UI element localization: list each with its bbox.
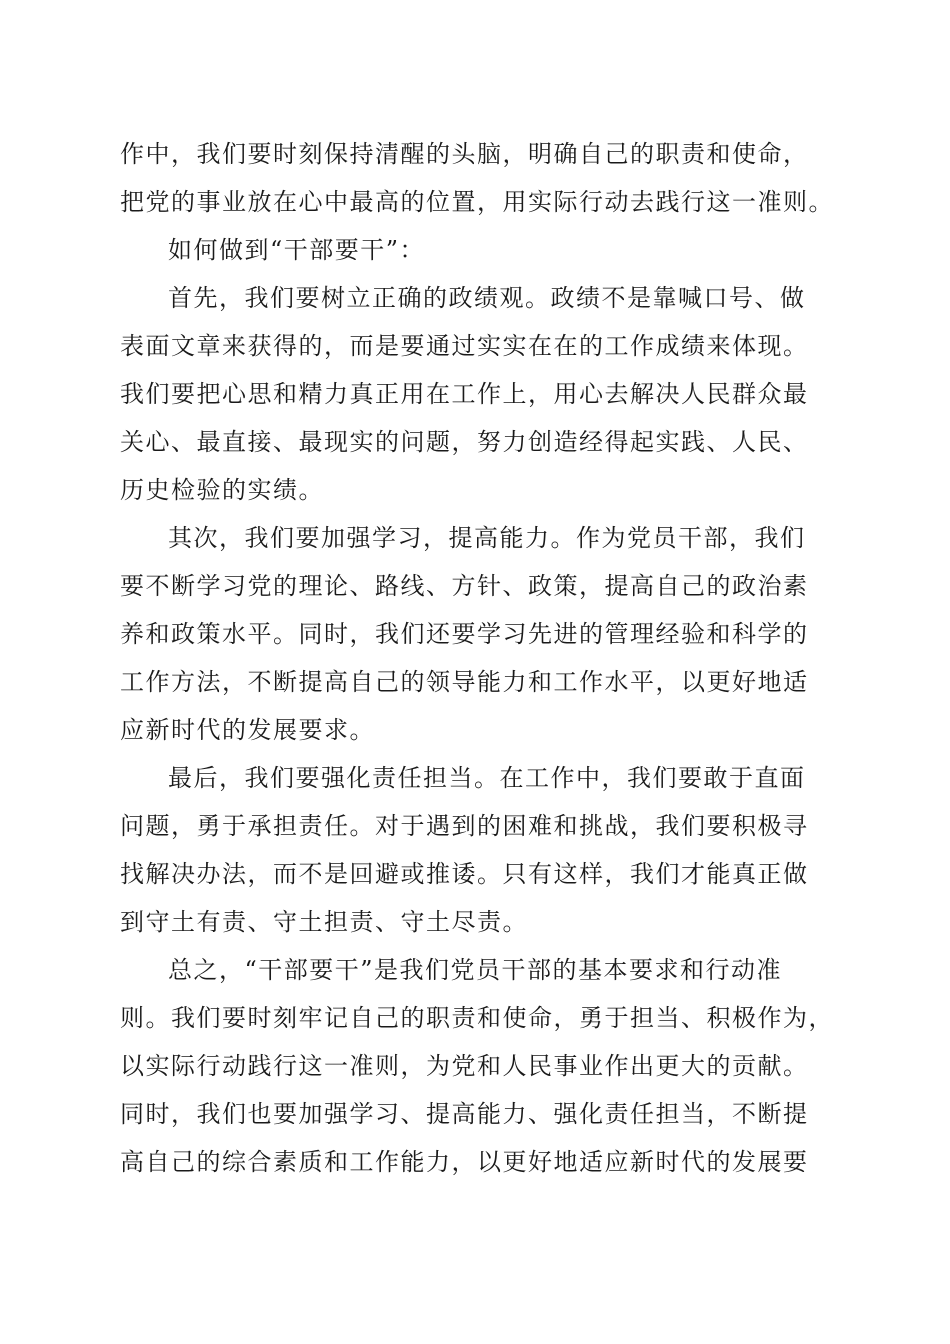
section-heading: 如何做到“干部要干”： xyxy=(168,236,426,264)
text-line-5: 表面文章来获得的，而是要通过实实在在的工作成绩来体现。 xyxy=(120,332,809,360)
paragraph-first-line-3: 最后，我们要强化责任担当。在工作中，我们要敢于直面 xyxy=(168,764,806,792)
text-line-13: 应新时代的发展要求。 xyxy=(120,716,375,744)
text-line-22: 高自己的综合素质和工作能力，以更好地适应新时代的发展要 xyxy=(120,1148,809,1176)
text-line-12: 工作方法，不断提高自己的领导能力和工作水平，以更好地适 xyxy=(120,668,809,696)
text-line-20: 以实际行动践行这一准则，为党和人民事业作出更大的贡献。 xyxy=(120,1052,809,1080)
text-line-7: 关心、最直接、最现实的问题，努力创造经得起实践、人民、 xyxy=(120,428,809,456)
text-line-2: 把党的事业放在心中最高的位置，用实际行动去践行这一准则。 xyxy=(120,188,834,216)
text-line-11: 养和政策水平。同时，我们还要学习先进的管理经验和科学的 xyxy=(120,620,809,648)
text-line-1: 作中，我们要时刻保持清醒的头脑，明确自己的职责和使命， xyxy=(120,140,809,168)
text-line-19: 则。我们要时刻牢记自己的职责和使命，勇于担当、积极作为， xyxy=(120,1004,834,1032)
text-line-8: 历史检验的实绩。 xyxy=(120,476,324,504)
paragraph-first-line-4: 总之，“干部要干”是我们党员干部的基本要求和行动准 xyxy=(168,956,783,984)
text-line-21: 同时，我们也要加强学习、提高能力、强化责任担当，不断提 xyxy=(120,1100,809,1128)
document-body xyxy=(120,130,840,1186)
text-line-6: 我们要把心思和精力真正用在工作上，用心去解决人民群众最 xyxy=(120,380,809,408)
text-line-10: 要不断学习党的理论、路线、方针、政策，提高自己的政治素 xyxy=(120,572,809,600)
text-line-16: 找解决办法，而不是回避或推诿。只有这样，我们才能真正做 xyxy=(120,860,809,888)
paragraph-first-line-1: 首先，我们要树立正确的政绩观。政绩不是靠喊口号、做 xyxy=(168,284,806,312)
text-line-15: 问题，勇于承担责任。对于遇到的困难和挑战，我们要积极寻 xyxy=(120,812,809,840)
paragraph-first-line-2: 其次，我们要加强学习，提高能力。作为党员干部，我们 xyxy=(168,524,806,552)
text-line-17: 到守土有责、守土担责、守土尽责。 xyxy=(120,908,528,936)
